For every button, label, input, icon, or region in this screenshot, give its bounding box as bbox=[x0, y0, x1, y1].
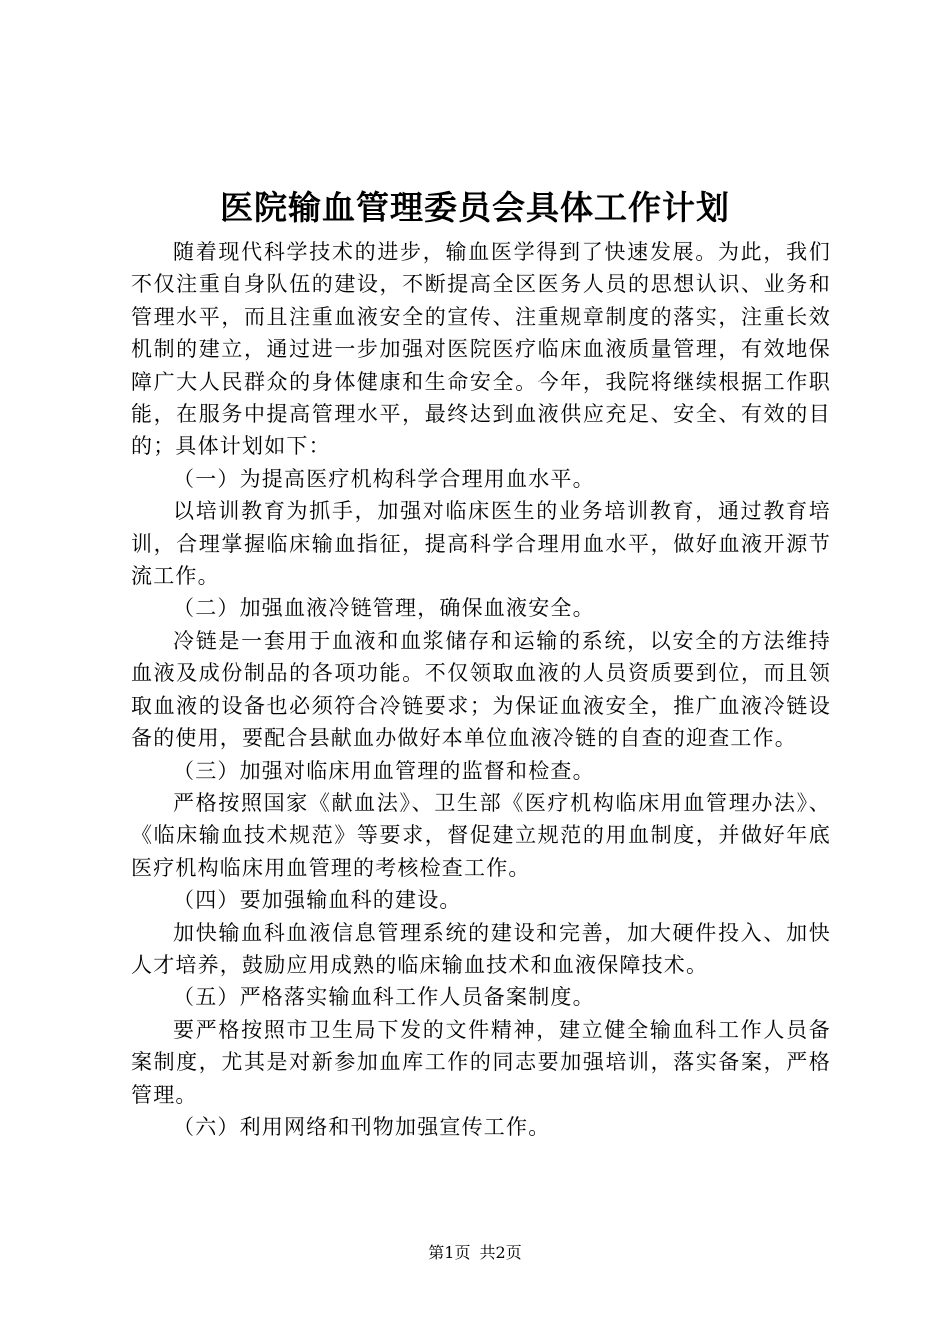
page-footer bbox=[0, 1243, 950, 1263]
page-number: 第1页 bbox=[428, 1243, 471, 1262]
document-title: 医院输血管理委员会具体工作计划 bbox=[220, 188, 730, 227]
section-heading-6: （六）利用网络和刊物加强宣传工作。 bbox=[173, 1114, 551, 1139]
section-paragraph-4: 加快输血科血液信息管理系统的建设和完善，加大硬件投入、加快人才培养，鼓励应用成熟的临床输血技术和血液保障技术。 bbox=[131, 920, 831, 977]
intro-paragraph: 随着现代科学技术的进步，输血医学得到了快速发展。为此，我们不仅注重自身队伍的建设，不断提高全区医务人员的思想认识、业务和管理水平，而且注重血液安全的宣传、注重规章制度的落实，注重长效机制的建立，通过进一步加强对医院医疗临床血液质量管理，有效地保障广大人民群众的身体健康和生命安全。今年，我院将继续根据工作职能，在服务中提高管理水平，最终达到血液供应充足、安全、有效的目的；具体计划如下： bbox=[131, 240, 831, 459]
section-heading-5: （五）严格落实输血科工作人员备案制度。 bbox=[173, 985, 595, 1010]
section-paragraph-3: 严格按照国家《献血法》、卫生部《医疗机构临床用血管理办法》、《临床输血技术规范》等要求，督促建立规范的用血制度，并做好年底医疗机构临床用血管理的考核检查工作。 bbox=[131, 790, 831, 880]
section-paragraph-1: 以培训教育为抓手，加强对临床医生的业务培训教育，通过教育培训，合理掌握临床输血指征，提高科学合理用血水平，做好血液开源节流工作。 bbox=[131, 499, 831, 589]
section-heading-2: （二）加强血液冷链管理，确保血液安全。 bbox=[173, 596, 595, 621]
section-heading-4: （四）要加强输血科的建设。 bbox=[173, 888, 462, 913]
document-body bbox=[131, 236, 831, 1143]
section-paragraph-2: 冷链是一套用于血液和血浆储存和运输的系统，以安全的方法维持血液及成份制品的各项功能。不仅领取血液的人员资质要到位，而且领取血液的设备也必须符合冷链要求；为保证血液安全，推广血液冷链设备的使用，要配合县献血办做好本单位血液冷链的自查的迎查工作。 bbox=[131, 628, 831, 751]
section-paragraph-5: 要严格按照市卫生局下发的文件精神，建立健全输血科工作人员备案制度，尤其是对新参加血库工作的同志要加强培训，落实备案，严格管理。 bbox=[131, 1017, 831, 1107]
section-heading-1: （一）为提高医疗机构科学合理用血水平。 bbox=[173, 466, 595, 491]
page-total: 共2页 bbox=[479, 1243, 522, 1262]
section-heading-3: （三）加强对临床用血管理的监督和检查。 bbox=[173, 758, 595, 783]
